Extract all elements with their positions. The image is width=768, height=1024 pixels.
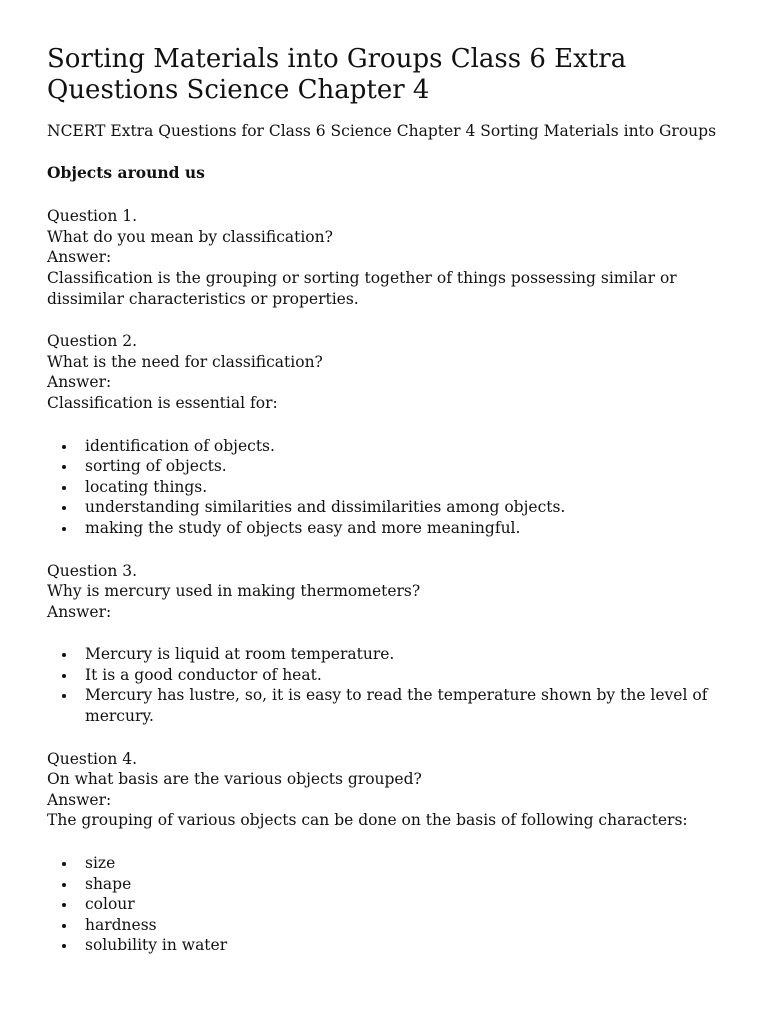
answer-label: Answer:: [47, 790, 112, 809]
question-text: What do you mean by classification?: [47, 227, 333, 246]
list-item: Mercury is liquid at room temperature.: [47, 644, 737, 665]
page-subtitle: NCERT Extra Questions for Class 6 Science Chapter 4 Sorting Materials into Groups: [47, 122, 717, 140]
answer-label: Answer:: [47, 373, 112, 392]
list-item: It is a good conductor of heat.: [47, 665, 737, 686]
question-text: On what basis are the various objects grouped?: [47, 770, 422, 789]
answer-bullet-list: [47, 644, 737, 726]
list-item: locating things.: [47, 477, 737, 498]
list-item: colour: [47, 894, 737, 915]
list-item: understanding similarities and dissimilarities among objects.: [47, 497, 737, 518]
answer-label: Answer:: [47, 602, 112, 621]
list-item: hardness: [47, 915, 737, 936]
question-block-2: [47, 331, 737, 538]
document-page: [47, 44, 737, 978]
list-item: sorting of objects.: [47, 456, 737, 477]
page-title: Sorting Materials into Groups Class 6 Extra Questions Science Chapter 4: [47, 44, 627, 105]
list-item: making the study of objects easy and more meaningful.: [47, 518, 737, 539]
question-label: Question 1.: [47, 207, 138, 226]
answer-text: Classification is the grouping or sorting together of things possessing similar or dissimilar characteristics or properties.: [47, 268, 677, 308]
list-item: shape: [47, 874, 737, 895]
answer-text: The grouping of various objects can be done on the basis of following characters:: [47, 811, 688, 830]
question-label: Question 3.: [47, 561, 138, 580]
question-block-4: [47, 749, 737, 956]
answer-bullet-list: [47, 436, 737, 539]
section-heading: Objects around us: [47, 162, 205, 182]
question-label: Question 2.: [47, 332, 138, 351]
list-item: size: [47, 853, 737, 874]
answer-bullet-list: [47, 853, 737, 956]
list-item: Mercury has lustre, so, it is easy to read the temperature shown by the level of mercury.: [47, 685, 737, 726]
question-label: Question 4.: [47, 749, 138, 768]
question-block-3: [47, 561, 737, 727]
list-item: solubility in water: [47, 935, 737, 956]
question-block-1: [47, 206, 737, 309]
answer-label: Answer:: [47, 248, 112, 267]
list-item: identification of objects.: [47, 436, 737, 457]
question-text: Why is mercury used in making thermometers?: [47, 582, 421, 601]
question-text: What is the need for classification?: [47, 352, 323, 371]
answer-text: Classification is essential for:: [47, 393, 278, 412]
